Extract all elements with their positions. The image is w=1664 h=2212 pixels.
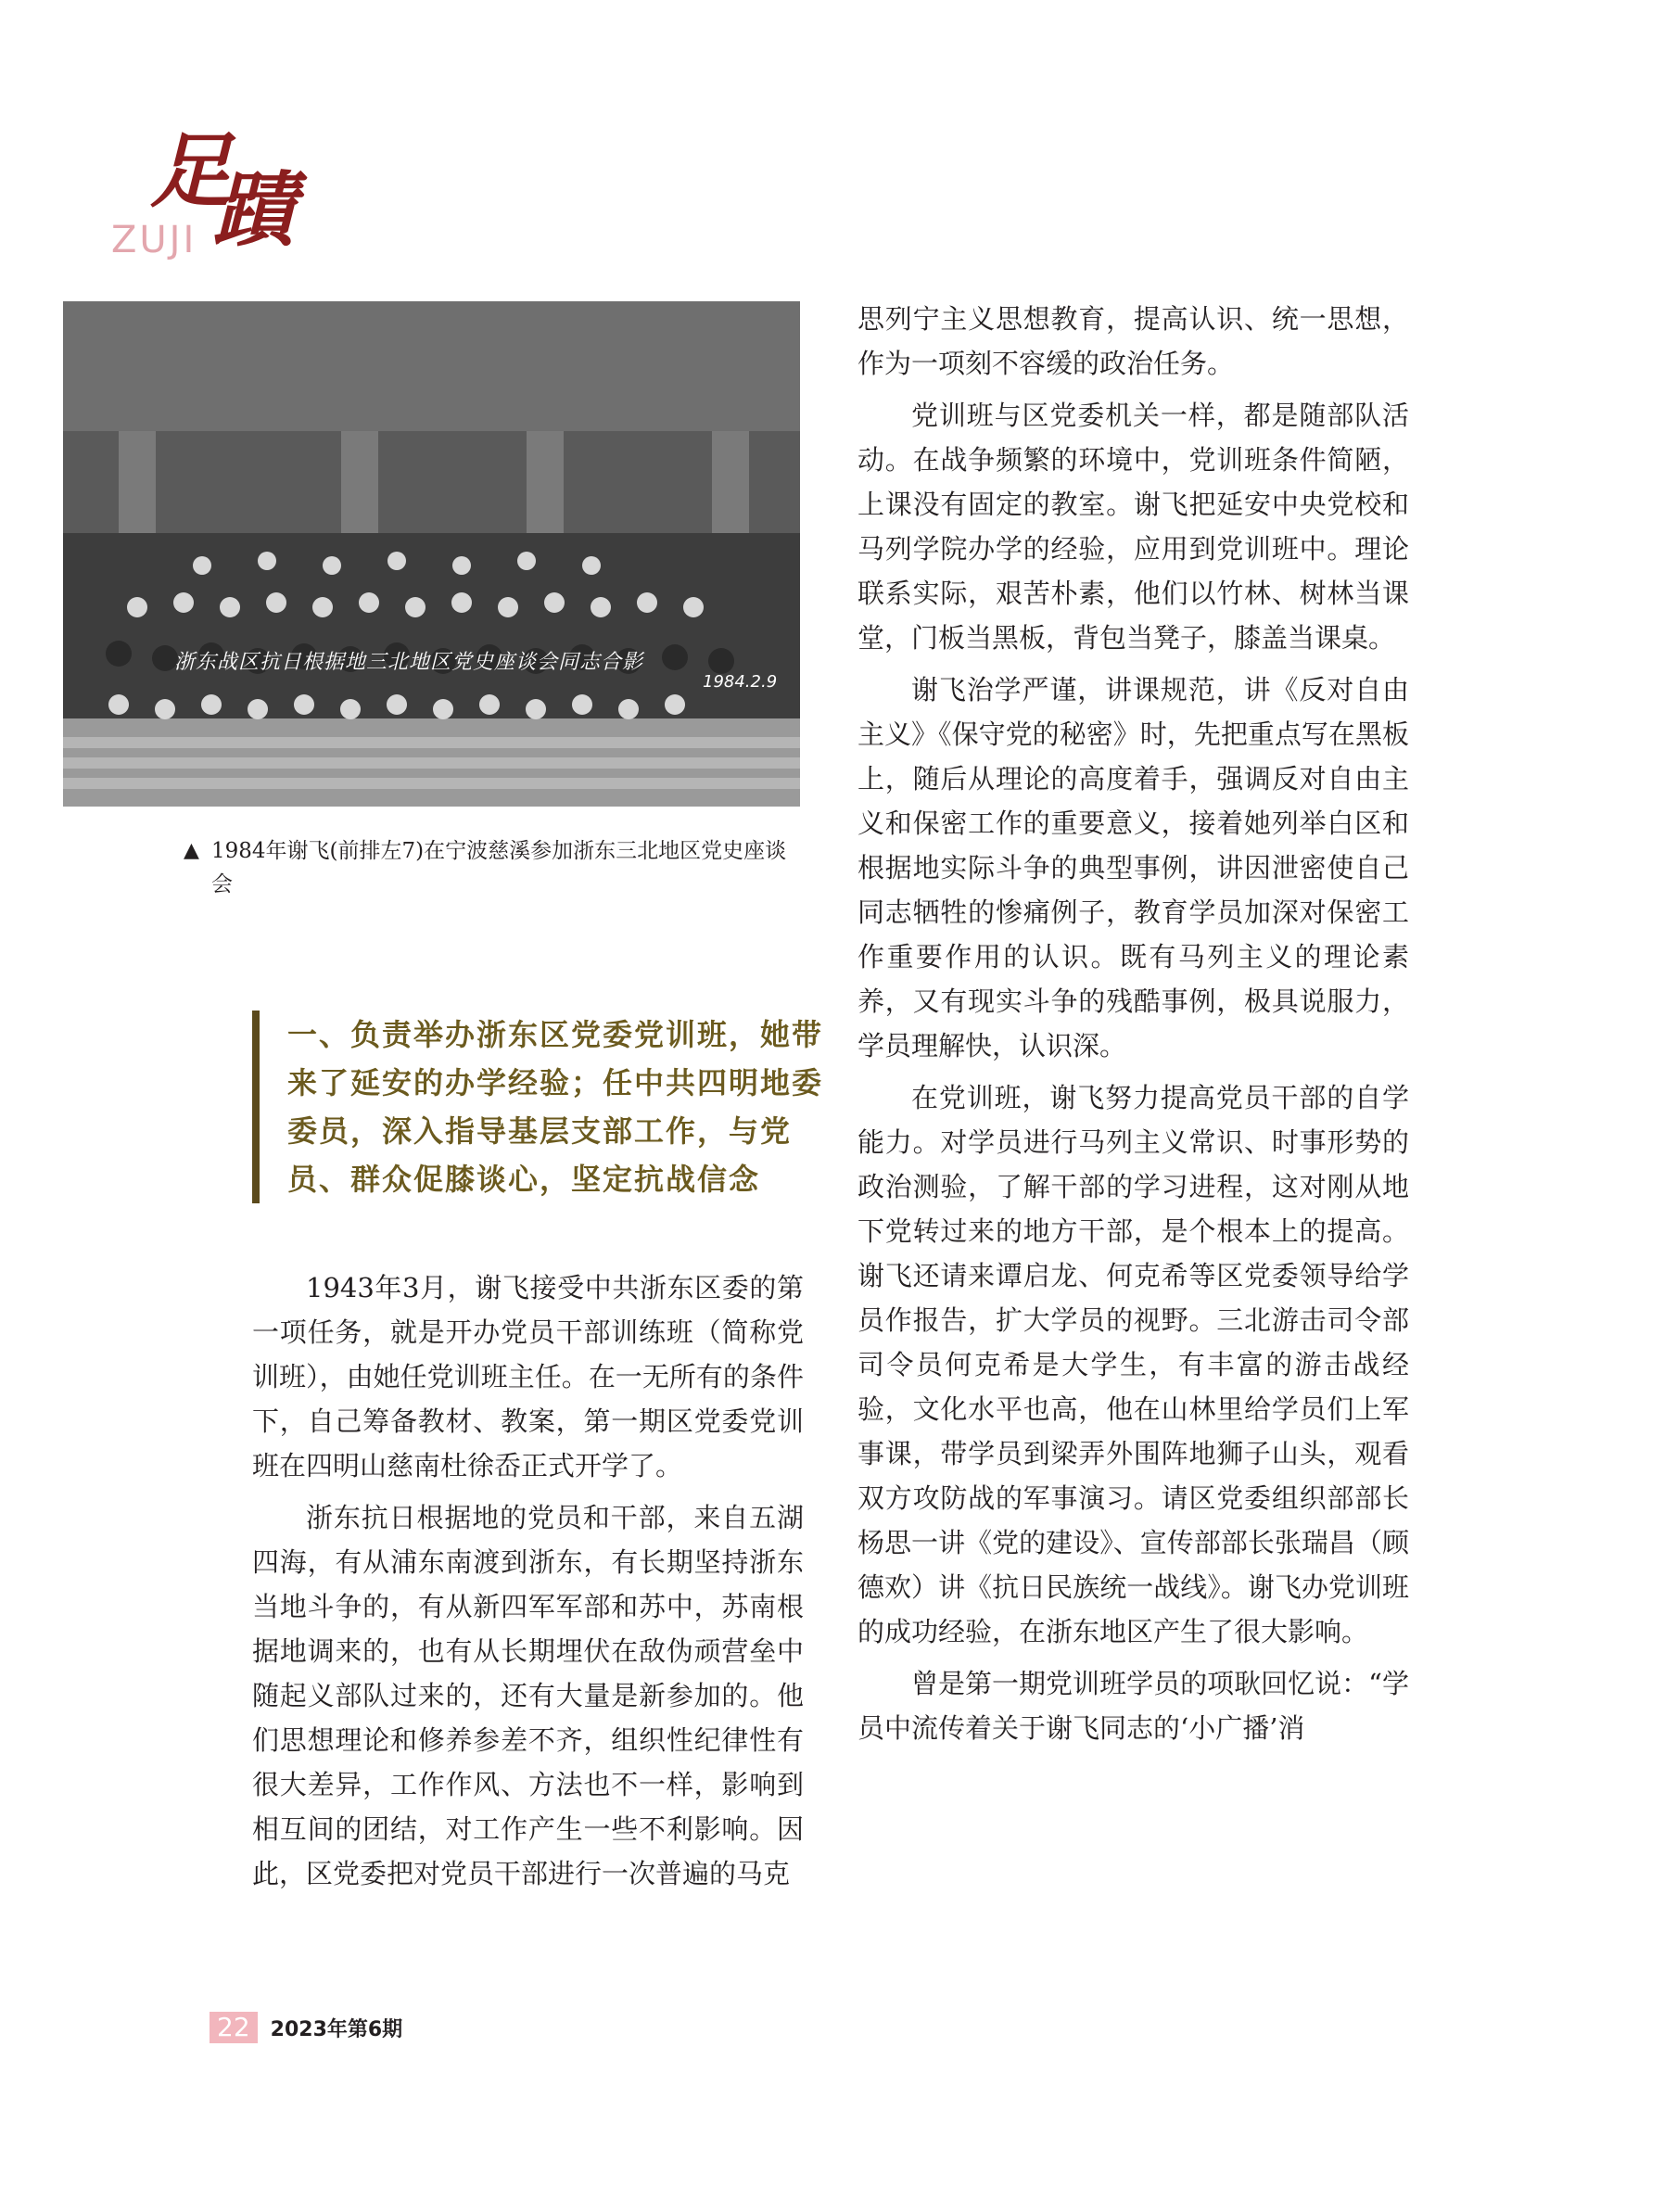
paragraph: 曾是第一期党训班学员的项耿回忆说：“学员中流传着关于谢飞同志的‘小广播’消 [857,1668,1409,1744]
magazine-logo [111,122,297,261]
paragraph: 谢飞治学严谨，讲课规范，讲《反对自由主义》《保守党的秘密》时，先把重点写在黑板上，随后从理论的高度着手，强调反对自由主义和保密工作的重要意义，接着她列举白区和根据地实际斗争的典型事例，讲因泄密使自己同志牺牲的惨痛例子，教育学员加深对保密工作重要作用的认识。既有马列主义的理论素养，又有现实斗争的残酷事例，极具说服力，学员理解快，认识深。 [857,674,1409,1062]
paragraph: 在党训班，谢飞努力提高党员干部的自学能力。对学员进行马列主义常识、时事形势的政治测验，了解干部的学习进程，这对刚从地下党转过来的地方干部，是个根本上的提高。谢飞还请来谭启龙、何克希等区党委领导给学员作报告，扩大学员的视野。三北游击司令部司令员何克希是大学生，有丰富的游击战经验，文化水平也高，他在山林里给学员们上军事课，带学员到梁弄外围阵地狮子山头，观看双方攻防战的军事演习。请区党委组织部部长杨思一讲《党的建设》、宣传部部长张瑞昌（顾德欢）讲《抗日民族统一战线》。谢飞办党训班的成功经验，在浙东地区产生了很大影响。 [857,1082,1409,1647]
paragraph: 浙东抗日根据地的党员和干部，来自五湖四海，有从浦东南渡到浙东，有长期坚持浙东当地斗争的，有从新四军军部和苏中，苏南根据地调来的，也有从长期埋伏在敌伪顽营垒中随起义部队过来的，还有大量是新参加的。他们思想理论和修养参差不齐，组织性纪律性有很大差异，工作作风、方法也不一样，影响到相互间的团结，对工作产生一些不利影响。因此，区党委把对党员干部进行一次普遍的马克 [252,1502,804,1889]
issue-label: 2023年第6期 [270,2017,403,2041]
triangle-icon: ▲ [184,839,199,862]
photo-date: 1984.2.9 [703,672,778,692]
right-column [857,297,1409,1758]
left-column [252,1265,804,1903]
logo-latin: ZUJI [111,219,197,261]
page-footer [210,2012,402,2043]
group-photo-image [63,301,800,807]
photo-inscription: 浙东战区抗日根据地三北地区党史座谈会同志合影 [174,651,644,674]
photo-caption [184,834,805,901]
paragraph: 1943年3月，谢飞接受中共浙东区委的第一项任务，就是开办党员干部训练班（简称党训班），由她任党训班主任。在一无所有的条件下，自己筹备教材、教案，第一期区党委党训班在四明山慈南杜徐岙正式开学了。 [252,1272,804,1481]
logo-char-zu: 足 [150,122,233,219]
page-number: 22 [210,2012,258,2043]
logo-char-ji: 蹟 [213,161,296,258]
paragraph: 思列宁主义思想教育，提高认识、统一思想，作为一项刻不容缓的政治任务。 [857,303,1409,379]
caption-text: 1984年谢飞(前排左7)在宁波慈溪参加浙东三北地区党史座谈会 [211,839,787,896]
paragraph: 党训班与区党委机关一样，都是随部队活动。在战争频繁的环境中，党训班条件简陋，上课没有固定的教室。谢飞把延安中央党校和马列学院办学的经验，应用到党训班中。理论联系实际，艰苦朴素，他们以竹林、树林当课堂，门板当黑板，背包当凳子，膝盖当课桌。 [857,400,1409,654]
group-photo [63,301,800,807]
section-heading: 一、负责举办浙东区党委党训班，她带来了延安的办学经验；任中共四明地委委员，深入指导基层支部工作，与党员、群众促膝谈心，坚定抗战信念 [252,1011,844,1203]
